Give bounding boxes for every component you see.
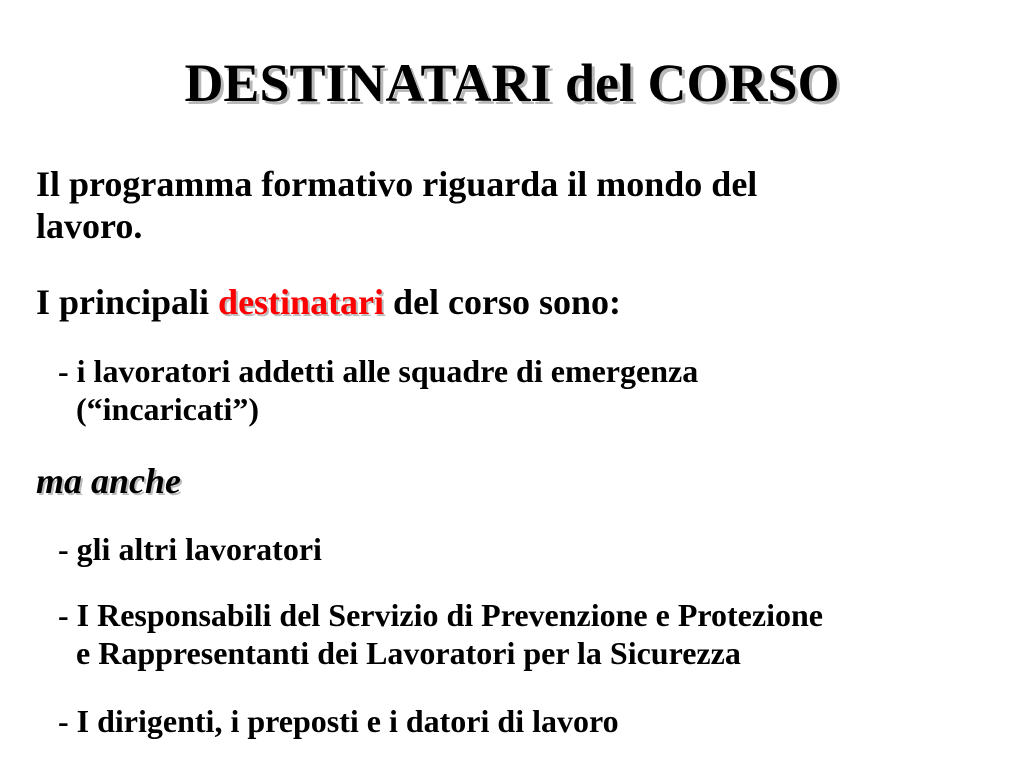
highlighted-recipients-word: destinatari [218,282,385,322]
list-item-other-workers [58,530,322,568]
list-item-rspp-rls [58,596,823,672]
list-item-emergency-line-2: (“incaricati”) [76,391,260,427]
list-item-rspp-line-1: - I Responsabili del Servizio di Prevenzione e Protezione [58,597,823,633]
slide-title: DESTINATARI del CORSO [184,53,840,113]
intro-paragraph [36,163,757,247]
principal-before-text: I principali [36,282,219,322]
list-item-rspp-line-2: e Rappresentanti dei Lavoratori per la Sicurezza [76,635,741,671]
list-item-emergency-workers [58,352,698,428]
principal-after-text: del corso sono: [384,282,622,322]
list-item-emergency-line-1: - i lavoratori addetti alle squadre di emergenza [58,353,699,389]
intro-line-2: lavoro. [36,206,143,246]
list-item-other-line-1: - gli altri lavoratori [58,531,322,567]
also-heading: ma anche [36,461,182,501]
principal-recipients-paragraph [36,281,621,323]
list-item-managers-line-1: - I dirigenti, i preposti e i datori di lavoro [58,703,619,739]
intro-line-1: Il programma formativo riguarda il mondo del [36,164,758,204]
list-item-managers [58,702,619,740]
